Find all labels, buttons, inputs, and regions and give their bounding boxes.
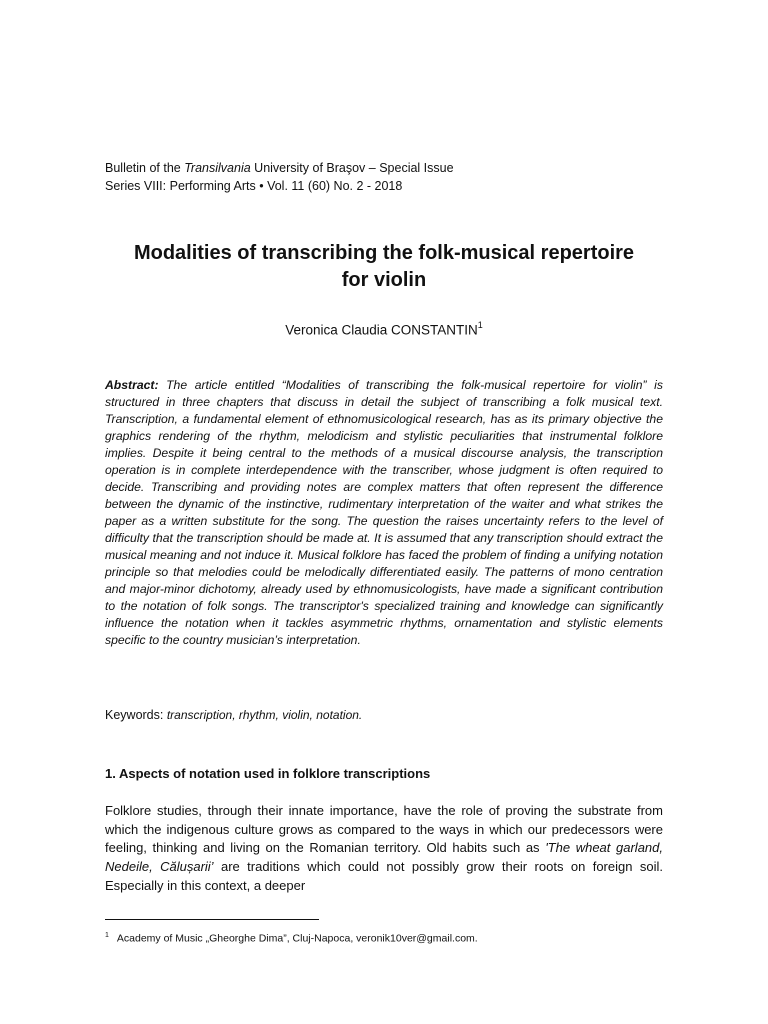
journal-header-italic: Transilvania: [184, 161, 251, 175]
body-italic-phrase: 'The wheat garland, Nedeile, Călușarii’: [105, 840, 663, 875]
keywords-text: transcription, rhythm, violin, notation.: [166, 708, 363, 722]
keywords: [105, 706, 663, 724]
author-name: Veronica Claudia CONSTANTIN: [285, 322, 478, 338]
paper-title: [105, 240, 663, 294]
section-heading: 1. Aspects of notation used in folklore transcriptions: [105, 766, 431, 781]
journal-header-line1: Bulletin of the Transilvania University of Braşov – Special Issue: [105, 161, 454, 175]
author-footnote-mark: 1: [477, 320, 483, 330]
abstract-label: Abstract:: [105, 378, 159, 392]
footnote-divider: [105, 919, 319, 920]
paper-title-line2: for violin: [341, 269, 427, 291]
keywords-label: Keywords:: [105, 708, 164, 722]
paper-title-line1: Modalities of transcribing the folk-musical repertoire: [133, 242, 635, 264]
abstract-text: The article entitled “Modalities of transcribing the folk-musical repertoire for violin” is structured in three chapters that discuss in detail the subject of transcribing a folk musical text. Transcription, a fundamental element of ethnomusicological research, has as its primary objective the graphics rendering of the rhythm, melodicism and stylistic peculiarities that instrumental folklore implies. Despite it being central to the methods of a musical discourse analysis, the transcription operation is in complete interdependence with the transcriber, whose judgment is often required to decide. Transcribing and providing notes are complex matters that often represent the difference between the dynamic of the instinctive, rudimentary interpretation of the waiter and what strikes the paper as a written substitute for the song. The question the raises uncertainty refers to the level of difficulty that the transcription should be made at. It is assumed that any transcription should extract the musical meaning and not induce it. Musical folklore has faced the problem of finding a unifying notation principle so that melodies could be melodically differentiated easily. The patterns of mono centration and major-minor dichotomy, already used by ethnomusicologists, have made a significant contribution to the notation of folk songs. The transcriptor's specialized training and knowledge can significantly influence the notation when it tackles asymmetric rhythms, ornamentation and stylistic elements specific to the country musician’s interpretation.: [105, 378, 663, 647]
body-paragraph: Folklore studies, through their innate importance, have the role of proving the substrate from which the indigenous culture grows as compared to the ways in which our predecessors were feeling, thinking and living on the Romanian territory. Old habits such as 'The wheat garland, Nedeile, Călușarii’ are traditions which could not possibly grow their roots on foreign soil. Especially in this context, a deeper: [105, 803, 663, 893]
footnote: [105, 928, 663, 947]
footnote-mark: 1: [105, 932, 109, 939]
abstract: [105, 377, 663, 649]
journal-header-line2: Series VIII: Performing Arts • Vol. 11 (60) No. 2 - 2018: [105, 179, 403, 193]
author-line: [105, 316, 663, 341]
journal-header: [105, 159, 663, 195]
footnote-text: Academy of Music „Gheorghe Dima”, Cluj-Napoca, veronik10ver@gmail.com.: [116, 932, 478, 945]
